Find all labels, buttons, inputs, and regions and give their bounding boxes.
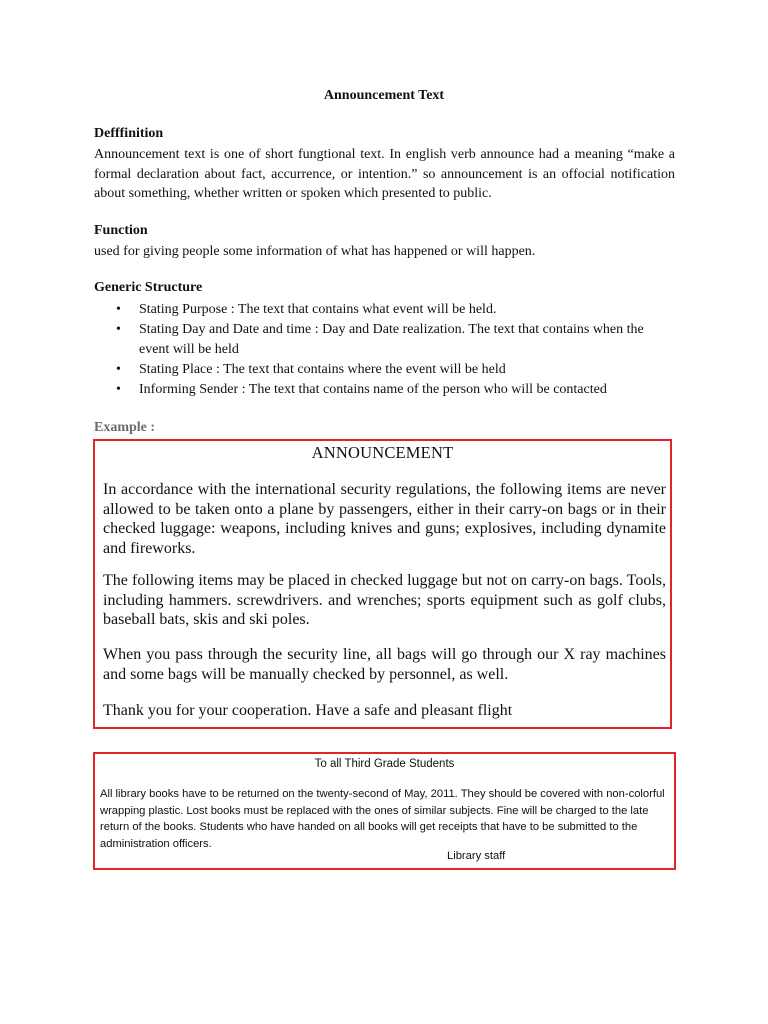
definition-body: Announcement text is one of short fungtional text. In english verb announce had a meaning “make a formal declaration about fact, accurrence, or intention.” so announcement is an offocial notification about something, whether written or spoken which presented to public. [94, 147, 675, 201]
library-announcement-sender: Library staff [447, 850, 506, 862]
bullet-icon: • [116, 382, 121, 397]
announcement-box-library [93, 752, 676, 870]
definition-heading: Defffinition [94, 126, 164, 141]
list-item-text: Stating Purpose : The text that contains what event will be held. [139, 302, 497, 317]
list-item-text: Informing Sender : The text that contains name of the person who will be contacted [139, 382, 607, 397]
announcement-paragraph: When you pass through the security line, all bags will go through our X ray machines and some bags will be manually checked by personnel, as well. [103, 646, 666, 683]
bullet-icon: • [116, 362, 121, 377]
example-label: Example : [94, 420, 156, 435]
announcement-paragraph: In accordance with the international security regulations, the following items are never allowed to be taken onto a plane by passengers, either in their carry-on bags or in their checked luggage: weapons, including knives and guns; explosives, including dynamite and fireworks. [103, 481, 666, 557]
list-item [94, 360, 675, 380]
bullet-icon: • [116, 302, 121, 317]
function-heading: Function [94, 223, 148, 238]
document-title: Announcement Text [323, 88, 445, 103]
list-item-text: Stating Day and Date and time : Day and Date realization. The text that contains when the event will be held [139, 322, 644, 357]
announcement-box-security [93, 439, 672, 729]
list-item-text: Stating Place : The text that contains where the event will be held [139, 362, 506, 377]
generic-structure-heading: Generic Structure [94, 280, 203, 295]
bullet-icon: • [116, 322, 121, 337]
announcement-paragraph: The following items may be placed in checked luggage but not on carry-on bags. Tools, including hammers. screwdrivers. and wrenches; sports equipment such as golf clubs, baseball bats, skis and ski poles. [103, 572, 666, 628]
library-announcement-body: All library books have to be returned on the twenty-second of May, 2011. They should be covered with non-colorful wrapping plastic. Lost books must be replaced with the ones of similar subjects. Fine will be charged to the late return of the books. Students who have handed on all books will get receipts that have to be submitted to the administration officers. [100, 788, 665, 850]
generic-structure-list [94, 300, 675, 400]
list-item [94, 380, 675, 400]
function-body: used for giving people some information of what has happened or will happen. [94, 244, 536, 259]
list-item [94, 300, 675, 320]
announcement-title: ANNOUNCEMENT [311, 443, 454, 462]
library-announcement-title: To all Third Grade Students [314, 758, 455, 770]
announcement-paragraph: Thank you for your cooperation. Have a safe and pleasant flight [103, 702, 513, 719]
list-item [94, 320, 675, 360]
